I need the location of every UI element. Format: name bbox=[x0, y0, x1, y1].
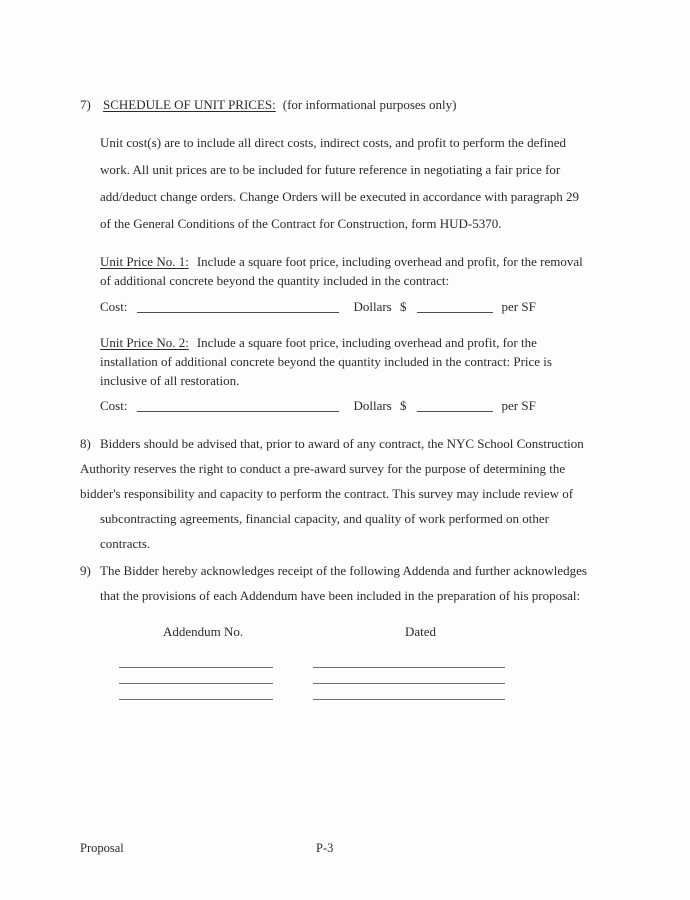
unit-price-1-paragraph bbox=[100, 252, 612, 290]
paragraph-line: Authority reserves the right to conduct a pre-award survey for the purpose of determining the bbox=[80, 461, 566, 476]
footer-page-number: P-3 bbox=[316, 841, 334, 855]
addendum-row bbox=[119, 668, 612, 684]
paragraph-line: Include a square foot price, including overhead and profit, for the removal bbox=[196, 254, 583, 269]
section-7-heading bbox=[80, 96, 612, 114]
paragraph-line: bidder's responsibility and capacity to perform the contract. This survey may include review of bbox=[80, 486, 574, 501]
addendum-no-blank bbox=[119, 683, 273, 684]
footer-doc-label: Proposal bbox=[80, 841, 124, 855]
unit-amount-blank bbox=[417, 300, 493, 313]
addendum-rows bbox=[80, 652, 612, 700]
section-7-title: SCHEDULE OF UNIT PRICES: bbox=[103, 97, 276, 112]
paragraph-line: inclusive of all restoration. bbox=[100, 373, 240, 388]
paragraph-line: add/deduct change orders. Change Orders will be executed in accordance with paragraph 29 bbox=[100, 189, 579, 204]
dated-header: Dated bbox=[405, 624, 437, 639]
per-sf-label: per SF bbox=[501, 299, 536, 314]
paragraph-line: of the General Conditions of the Contract for Construction, form HUD-5370. bbox=[100, 216, 502, 231]
section-7-intro-paragraph bbox=[100, 129, 612, 237]
dollars-label: Dollars $ bbox=[353, 398, 407, 413]
cost-row-1 bbox=[100, 297, 612, 316]
unit-price-1-label: Unit Price No. 1: bbox=[100, 254, 189, 269]
item-9-number: 9) bbox=[80, 563, 91, 578]
paragraph-line: Bidders should be advised that, prior to award of any contract, the NYC School Construction bbox=[100, 436, 584, 451]
addendum-row bbox=[119, 652, 612, 668]
cost-label: Cost: bbox=[100, 398, 128, 413]
paragraph-line: installation of additional concrete beyond the quantity included in the contract: Price is bbox=[100, 354, 552, 369]
dated-blank bbox=[313, 683, 505, 684]
section-7-note: (for informational purposes only) bbox=[282, 97, 457, 112]
cost-amount-blank bbox=[137, 300, 339, 313]
section-8-paragraph bbox=[80, 431, 612, 556]
paragraph-line: The Bidder hereby acknowledges receipt of the following Addenda and further acknowledges bbox=[100, 563, 587, 578]
paragraph-line: of additional concrete beyond the quantity included in the contract: bbox=[100, 273, 450, 288]
addendum-no-header: Addendum No. bbox=[163, 624, 244, 639]
cost-label: Cost: bbox=[100, 299, 128, 314]
unit-price-2-label: Unit Price No. 2: bbox=[100, 335, 189, 350]
cost-row-2 bbox=[100, 396, 612, 415]
addendum-no-blank bbox=[119, 699, 273, 700]
section-9-paragraph bbox=[80, 558, 612, 608]
item-7-number: 7) bbox=[80, 97, 91, 112]
addendum-table-header bbox=[80, 623, 612, 641]
paragraph-line: Include a square foot price, including overhead and profit, for the bbox=[196, 335, 537, 350]
cost-amount-blank bbox=[137, 399, 339, 412]
paragraph-line: subcontracting agreements, financial capacity, and quality of work performed on other bbox=[100, 511, 549, 526]
dated-blank bbox=[313, 699, 505, 700]
addendum-row bbox=[119, 684, 612, 700]
paragraph-line: contracts. bbox=[100, 536, 151, 551]
unit-amount-blank bbox=[417, 399, 493, 412]
unit-price-2-paragraph bbox=[100, 333, 612, 390]
paragraph-line: that the provisions of each Addendum have been included in the preparation of his proposal: bbox=[100, 588, 581, 603]
paragraph-line: Unit cost(s) are to include all direct costs, indirect costs, and profit to perform the defined bbox=[100, 135, 567, 150]
addendum-no-blank bbox=[119, 667, 273, 668]
dollars-label: Dollars $ bbox=[353, 299, 407, 314]
per-sf-label: per SF bbox=[501, 398, 536, 413]
paragraph-line: work. All unit prices are to be included for future reference in negotiating a fair price for bbox=[100, 162, 561, 177]
item-8-number: 8) bbox=[80, 436, 91, 451]
dated-blank bbox=[313, 667, 505, 668]
